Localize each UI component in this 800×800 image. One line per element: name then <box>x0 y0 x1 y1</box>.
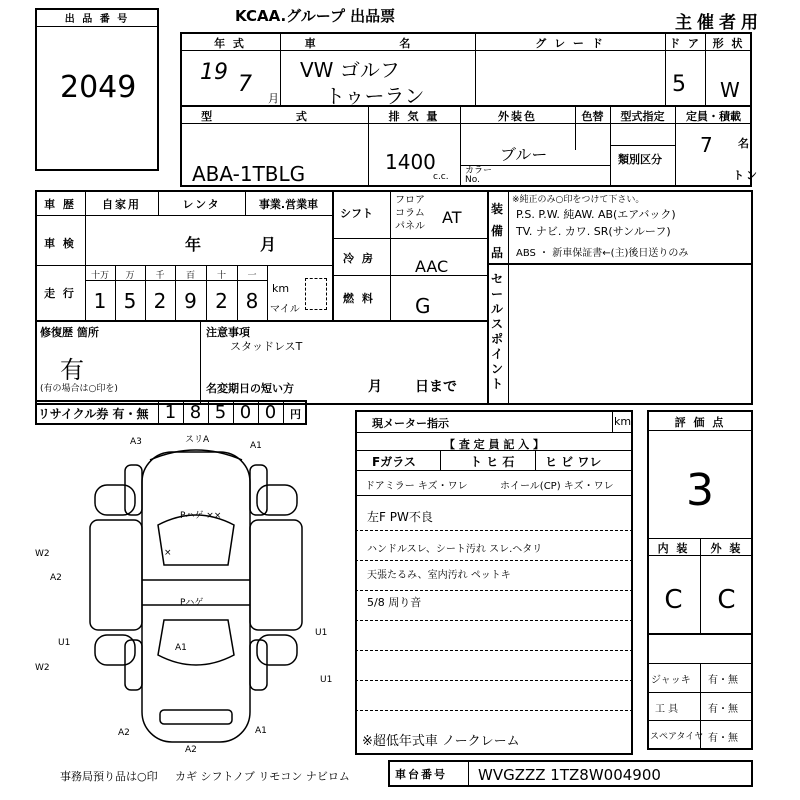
km-label: km <box>272 282 290 295</box>
model-value: ABA-1TBLG <box>192 162 306 186</box>
note-line-4: 5/8 周り音 <box>367 596 422 609</box>
type-designation-label: 型式指定 <box>620 110 665 123</box>
repair-value: 有 <box>60 356 84 384</box>
damage-mark: Pハゲ ×× <box>180 511 222 521</box>
recycle-digit: 1 <box>164 402 177 423</box>
jack-option[interactable]: 有・無 <box>708 675 738 686</box>
yen-label: 円 <box>290 408 303 421</box>
doors-label: ド ア <box>669 37 701 50</box>
inspection-month: 月 <box>260 235 277 254</box>
tools-option[interactable]: 有・無 <box>708 704 738 715</box>
car-name-1: VW ゴルフ <box>300 58 400 82</box>
mileage-digit: 1 <box>93 289 107 313</box>
doors-value: 5 <box>672 72 686 97</box>
interior-label: 内 装 <box>657 542 690 555</box>
month-unit: 月 <box>268 92 279 105</box>
repair-label: 修復歴 箇所 <box>40 326 99 339</box>
tools-label: 工 具 <box>655 704 679 715</box>
recycle-digit: 0 <box>264 402 277 423</box>
class-label: 類別区分 <box>618 153 662 166</box>
shift-option-column[interactable]: コラム <box>395 208 425 219</box>
car-name-2: トゥーラン <box>325 84 425 108</box>
digit-label-1: 一 <box>247 271 257 281</box>
damage-mark: A1 <box>250 441 262 451</box>
glass-label: Fガラス <box>372 455 416 469</box>
digit-label-100: 百 <box>185 271 195 281</box>
repair-note: (有の場合は○印を) <box>40 384 118 394</box>
shift-option-floor[interactable]: フロア <box>395 195 425 206</box>
ac-label: 冷 房 <box>343 252 375 265</box>
exterior-value: C <box>717 585 736 615</box>
damage-mark: A3 <box>130 437 142 447</box>
mileage-label: 走 行 <box>44 287 76 300</box>
color-no-label: カラー No. <box>465 166 493 185</box>
history-option-business[interactable]: 事業.営業車 <box>258 198 319 211</box>
damage-mark: U1 <box>58 638 71 648</box>
exterior-color-value: ブルー <box>500 145 548 164</box>
name-change-month: 月 <box>368 379 384 395</box>
recycle-digit: 5 <box>214 402 227 423</box>
capacity-value: 7 <box>700 133 713 157</box>
damage-mark: U1 <box>315 628 328 638</box>
inspection-label: 車 検 <box>44 237 76 250</box>
damage-mark: A2 <box>185 745 197 755</box>
mileage-digit: 9 <box>184 289 197 313</box>
name-change-day: 日まで <box>415 379 457 395</box>
inspection-year: 年 <box>185 235 202 254</box>
damage-mark: Pハゲ <box>180 598 204 608</box>
jack-label: ジャッキ <box>651 675 691 686</box>
history-option-rental[interactable]: レンタ <box>182 198 221 211</box>
equipment-line-1: P.S. P.W. 純AW. AB(エアバック) <box>516 208 676 221</box>
office-items-list: カギ シフトノブ リモコン ナビロム <box>175 770 350 783</box>
mile-checkbox[interactable] <box>305 278 327 310</box>
meter-label: 現メーター指示 <box>372 417 449 430</box>
damage-mark: スリA <box>185 435 210 445</box>
interior-value: C <box>664 585 683 615</box>
host-use-label: 主催者用 <box>675 13 763 33</box>
model-label: 型 式 <box>201 110 347 123</box>
person-unit: 名 <box>738 137 751 150</box>
displacement-value: 1400 <box>385 150 436 174</box>
ton-unit: トン <box>733 169 759 182</box>
digit-label-100k: 十万 <box>90 271 109 281</box>
recycle-digit: 8 <box>189 402 202 423</box>
score-value: 3 <box>686 465 714 516</box>
digit-label-1k: 千 <box>155 271 165 281</box>
damage-mark: A2 <box>50 573 62 583</box>
meter-unit: km <box>614 415 632 428</box>
damage-mark: W2 <box>35 663 50 673</box>
spare-tire-option[interactable]: 有・無 <box>708 733 738 744</box>
shape-value: W <box>720 78 740 102</box>
spare-tire-label: スペアタイヤ <box>650 732 704 742</box>
name-change-label: 名変期日の短い方 <box>206 382 294 395</box>
damage-mark: × <box>164 548 172 558</box>
note-line-2: ハンドルスレ、シート汚れ スレ.ヘタリ <box>367 544 543 555</box>
glass-options-chip[interactable]: ト ヒ 石 <box>470 455 515 469</box>
wheel-label[interactable]: ホイール(CP) キズ・ワレ <box>500 481 614 492</box>
mirror-label[interactable]: ドアミラー キズ・ワレ <box>365 481 468 492</box>
recycle-digit: 0 <box>239 402 252 423</box>
damage-mark: A1 <box>255 726 267 736</box>
month-value: 7 <box>238 72 252 97</box>
year-value: 19 <box>200 60 228 85</box>
cc-unit: c.c. <box>433 172 449 182</box>
group-title: KCAA.グループ 出品票 <box>235 7 396 25</box>
car-name-label: 車 名 <box>304 37 451 50</box>
note-line-1: 左F PW不良 <box>367 510 433 524</box>
ac-value: AAC <box>415 257 449 276</box>
digit-label-10: 十 <box>216 271 226 281</box>
chassis-value: WVGZZZ 1TZ8W004900 <box>478 766 661 784</box>
recycle-label: リサイクル券 有・無 <box>38 407 149 421</box>
equipment-note: ※純正のみ○印をつけて下さい。 <box>512 195 645 205</box>
exterior-label: 外 装 <box>710 542 743 555</box>
year-label: 年 式 <box>214 37 246 50</box>
mileage-digit: 8 <box>245 289 259 313</box>
capacity-label: 定員・積載 <box>686 110 741 123</box>
equipment-line-3: ABS ・ 新車保証書←(主)後日送りのみ <box>516 248 689 259</box>
damage-mark: A1 <box>175 643 187 653</box>
caution-value: スタッドレスT <box>230 340 303 353</box>
damage-mark: U1 <box>320 675 333 685</box>
fuel-value: G <box>415 294 431 318</box>
note-line-5: ※超低年式車 ノークレーム <box>362 734 520 749</box>
grade-label: グ レ ー ド <box>535 37 605 50</box>
lot-number-value: 2049 <box>60 70 137 105</box>
mileage-digit: 2 <box>153 289 167 313</box>
note-line-3: 天張たるみ、室内汚れ ペットキ <box>367 570 511 581</box>
caution-label: 注意事項 <box>206 326 250 339</box>
sales-point-label: セールスポイント <box>490 272 503 391</box>
inspector-label: 【 査 定 員 記 入 】 <box>444 438 544 451</box>
damage-mark: A2 <box>118 728 130 738</box>
damage-mark: W2 <box>35 549 50 559</box>
score-label: 評 価 点 <box>674 416 726 429</box>
equipment-line-2: TV. ナビ. カワ. SR(サンルーフ) <box>516 225 671 238</box>
color-change-label: 色替 <box>581 110 604 123</box>
lot-number-label: 出 品 番 号 <box>64 14 130 25</box>
exterior-color-label: 外装色 <box>498 110 537 123</box>
shift-label: シフト <box>340 207 373 220</box>
displacement-label: 排 気 量 <box>388 110 440 123</box>
car-damage-diagram <box>30 430 350 760</box>
fuel-label: 燃 料 <box>343 292 375 305</box>
history-option-private[interactable]: 自家用 <box>102 198 141 211</box>
mileage-digit: 5 <box>123 289 137 313</box>
shift-value: AT <box>442 208 462 227</box>
chassis-label: 車台番号 <box>395 768 447 781</box>
shape-label: 形 状 <box>712 37 745 50</box>
equipment-label: 装 備 品 <box>490 202 503 260</box>
shift-option-panel[interactable]: パネル <box>395 221 425 232</box>
mile-label: マイル <box>270 304 300 315</box>
glass-options-crack[interactable]: ヒ ビ ワレ <box>545 455 602 469</box>
office-items-label: 事務局預り品は○印 <box>60 770 158 783</box>
digit-label-10k: 万 <box>125 271 135 281</box>
mileage-digit: 2 <box>215 289 228 313</box>
history-label: 車 歴 <box>44 198 76 211</box>
